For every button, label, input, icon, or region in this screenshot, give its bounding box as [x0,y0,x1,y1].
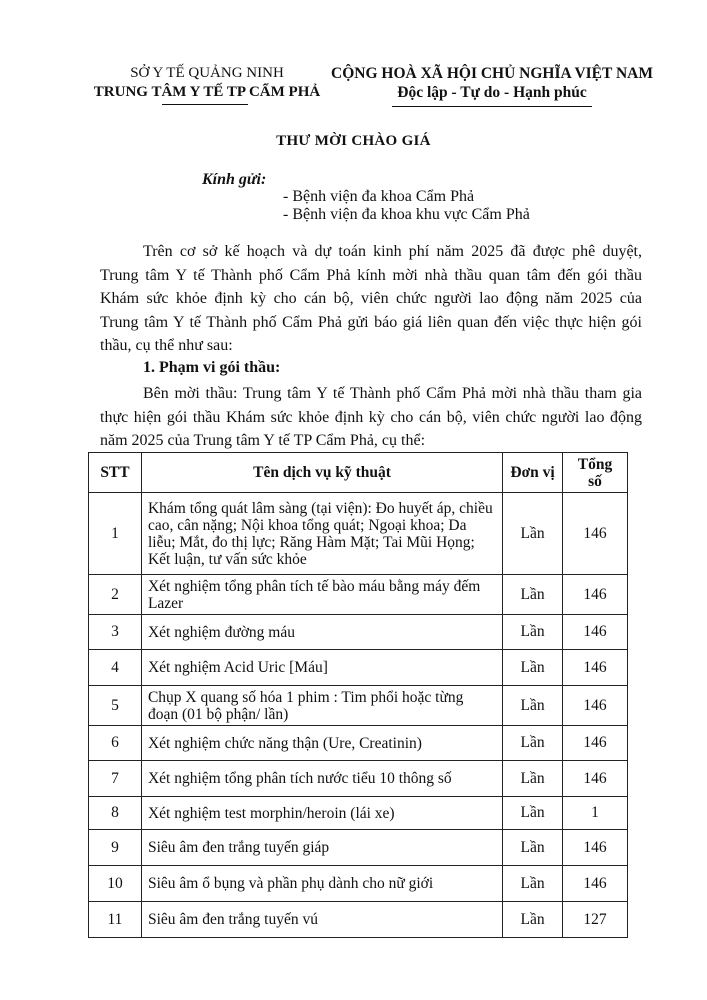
national-header [322,64,662,102]
row-service-name: Xét nghiệm Acid Uric [Máu] [141,650,502,686]
row-total: 127 [563,902,628,938]
document-title: THƯ MỜI CHÀO GIÁ [276,133,431,149]
row-service-name: Xét nghiệm chức năng thận (Ure, Creatinin) [141,726,502,761]
recipient-2: - Bệnh viện đa khoa khu vực Cẩm Phả [283,206,530,223]
row-stt: 3 [89,615,142,650]
service-table [88,452,628,938]
org-underline [162,104,248,105]
header-total: Tổng số [563,453,628,493]
row-stt: 6 [89,726,142,761]
row-total: 146 [563,686,628,726]
row-total: 146 [563,615,628,650]
row-total: 146 [563,830,628,866]
row-stt: 11 [89,902,142,938]
row-unit: Lần [503,575,563,615]
table-row [89,902,628,938]
intro-line: Khám sức khỏe định kỳ cho cán bộ, viên chức người lao động năm 2025 của [100,290,642,307]
org-header [92,64,322,102]
section-line: năm 2025 của Trung tâm Y tế TP Cẩm Phả, cụ thể: [100,432,426,449]
intro-line: thầu, cụ thể như sau: [100,337,233,354]
motto-underline [392,106,592,107]
intro-line: Trung tâm Y tế Thành phố Cẩm Phả kính mời nhà thầu quan tâm đến gói thầu [100,266,642,284]
table-row [89,797,628,830]
header-unit: Đơn vị [503,453,563,493]
table-row [89,650,628,686]
row-unit: Lần [503,830,563,866]
intro-line: Trên cơ sở kế hoạch và dự toán kinh phí năm 2025 đã được phê duyệt, [143,243,642,260]
greeting-label: Kính gửi: [202,171,267,188]
row-unit: Lần [503,866,563,902]
section-paragraph [100,382,642,453]
row-unit: Lần [503,650,563,686]
row-unit: Lần [503,761,563,797]
motto: Độc lập - Tự do - Hạnh phúc [397,84,587,101]
row-unit: Lần [503,797,563,830]
section-line: Bên mời thầu: Trung tâm Y tế Thành phố Cẩm Phả mời nhà thầu tham gia [143,385,642,402]
table-row [89,575,628,615]
table-row [89,830,628,866]
row-unit: Lần [503,493,563,575]
table-row [89,615,628,650]
row-service-name: Xét nghiệm tổng phân tích tế bào máu bằng máy đếm Lazer [141,575,502,615]
row-stt: 4 [89,650,142,686]
table-row [89,761,628,797]
row-total: 146 [563,575,628,615]
row-total: 146 [563,866,628,902]
row-service-name: Xét nghiệm tổng phân tích nước tiểu 10 thông số [141,761,502,797]
nation-name: CỘNG HOÀ XÃ HỘI CHỦ NGHĨA VIỆT NAM [331,65,653,82]
row-stt: 2 [89,575,142,615]
table-header-row [89,453,628,493]
row-total: 146 [563,650,628,686]
row-service-name: Siêu âm ổ bụng và phần phụ dành cho nữ giới [141,866,502,902]
section-heading: 1. Phạm vi gói thầu: [143,359,281,376]
row-unit: Lần [503,902,563,938]
row-total: 146 [563,493,628,575]
row-service-name: Siêu âm đen trắng tuyến giáp [141,830,502,866]
row-stt: 5 [89,686,142,726]
row-stt: 1 [89,493,142,575]
row-unit: Lần [503,615,563,650]
row-service-name: Siêu âm đen trắng tuyến vú [141,902,502,938]
row-service-name: Xét nghiệm test morphin/heroin (lái xe) [141,797,502,830]
row-total: 1 [563,797,628,830]
row-total: 146 [563,761,628,797]
table-row [89,493,628,575]
row-service-name: Khám tổng quát lâm sàng (tại viện): Đo huyết áp, chiều cao, cân nặng; Nội khoa tổng quát; Ngoại khoa; Da liễu; Mắt, đo thị lực; Răng Hàm Mặt; Tai Mũi Họng; Kết luận, tư vấn sức khỏe [141,493,502,575]
recipient-1: - Bệnh viện đa khoa Cẩm Phả [283,188,475,205]
header-service-name: Tên dịch vụ kỹ thuật [141,453,502,493]
row-total: 146 [563,726,628,761]
row-unit: Lần [503,686,563,726]
table-row [89,726,628,761]
row-service-name: Chụp X quang số hóa 1 phim : Tim phổi hoặc từng đoạn (01 bộ phận/ lần) [141,686,502,726]
header-stt: STT [89,453,142,493]
table-row [89,866,628,902]
row-stt: 7 [89,761,142,797]
row-service-name: Xét nghiệm đường máu [141,615,502,650]
row-stt: 10 [89,866,142,902]
row-stt: 8 [89,797,142,830]
intro-paragraph [100,240,642,358]
row-stt: 9 [89,830,142,866]
org-name: TRUNG TÂM Y TẾ TP CẨM PHẢ [93,84,321,100]
intro-line: Trung tâm Y tế Thành phố Cẩm Phả gửi báo giá liên quan đến việc thực hiện gói [100,313,642,331]
table-row [89,686,628,726]
row-unit: Lần [503,726,563,761]
org-parent: SỞ Y TẾ QUẢNG NINH [130,65,284,81]
section-line: thực hiện gói thầu Khám sức khỏe định kỳ cho cán bộ, viên chức người lao động [100,408,642,426]
